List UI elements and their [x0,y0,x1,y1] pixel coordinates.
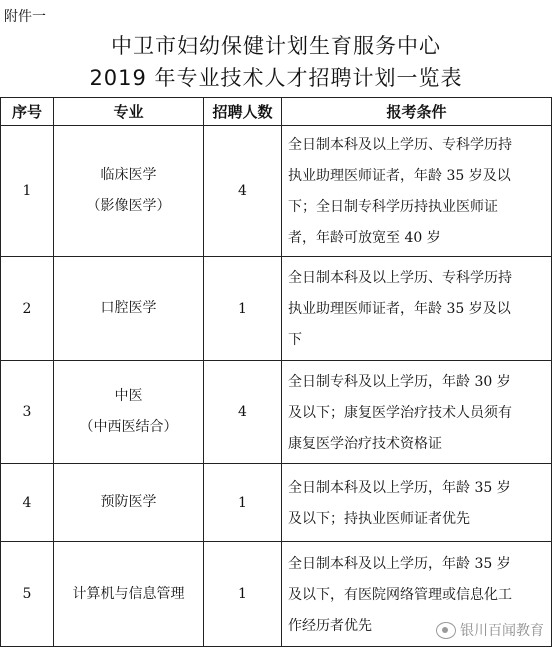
row-major [54,464,204,542]
major-line: 临床医学 [100,167,157,183]
table-row [1,464,552,542]
requirement-line: 者，年龄可放宽至 40 岁 [288,230,441,246]
row-number: 3 [1,361,54,464]
wechat-logo-icon [436,622,456,639]
requirement-line: 执业助理医师证者，年龄 35 岁及以 [288,168,511,184]
row-requirements [282,257,552,361]
table-row [1,126,552,257]
row-count: 1 [204,464,282,542]
requirement-line: 作经历者优先 [288,617,372,634]
requirement-line: 执业助理医师证者，年龄 35 岁及以 [288,301,511,317]
major-line: 口腔医学 [100,300,157,316]
row-count: 1 [204,257,282,361]
row-count: 4 [204,361,282,464]
row-major [54,542,204,647]
requirement-line: 全日制本科及以上学历、专科学历持 [288,270,512,286]
requirement-line: 全日制本科及以上学历、专科学历持 [288,137,512,153]
requirement-line: 下；全日制专科学历持执业医师证 [288,199,498,215]
row-requirements [282,464,552,542]
requirement-line: 下 [288,332,302,348]
watermark-text: 银川百闻教育 [460,623,544,639]
header-major: 专业 [54,98,204,126]
major-line: 预防医学 [100,494,157,510]
recruitment-table [0,97,552,647]
table-row [1,361,552,464]
major-line: 中医 [114,388,143,404]
requirement-line: 及以下，有医院网络管理或信息化工 [288,586,512,603]
row-major [54,126,204,257]
row-number: 1 [1,126,54,257]
attachment-label: 附件一 [4,9,46,25]
watermark [436,620,544,640]
requirement-line: 及以下；持执业医师证者优先 [288,510,470,527]
requirement-line: 全日制本科及以上学历，年龄 35 岁 [288,479,511,496]
table-header-row [1,98,552,126]
row-count: 4 [204,126,282,257]
requirement-line: 全日制专科及以上学历，年龄 30 岁 [288,373,511,390]
header-no: 序号 [1,98,54,126]
header-requirements: 报考条件 [282,98,552,126]
document-title: 中卫市妇幼保健计划生育服务中心 [111,34,441,58]
requirement-line: 全日制本科及以上学历，年龄 35 岁 [288,555,511,572]
row-major [54,257,204,361]
row-count: 1 [204,542,282,647]
requirement-line: 康复医学治疗技术资格证 [288,435,442,452]
row-major [54,361,204,464]
row-number: 2 [1,257,54,361]
row-requirements [282,126,552,257]
requirement-line: 及以下；康复医学治疗技术人员须有 [288,404,512,421]
document-subtitle: 2019 年专业技术人才招聘计划一览表 [89,66,463,90]
major-line: （中西医结合） [79,419,178,435]
major-line: （影像医学） [86,198,171,214]
row-number: 5 [1,542,54,647]
header-count: 招聘人数 [204,98,282,126]
row-requirements [282,361,552,464]
major-line: 计算机与信息管理 [72,585,185,602]
row-number: 4 [1,464,54,542]
table-row [1,257,552,361]
